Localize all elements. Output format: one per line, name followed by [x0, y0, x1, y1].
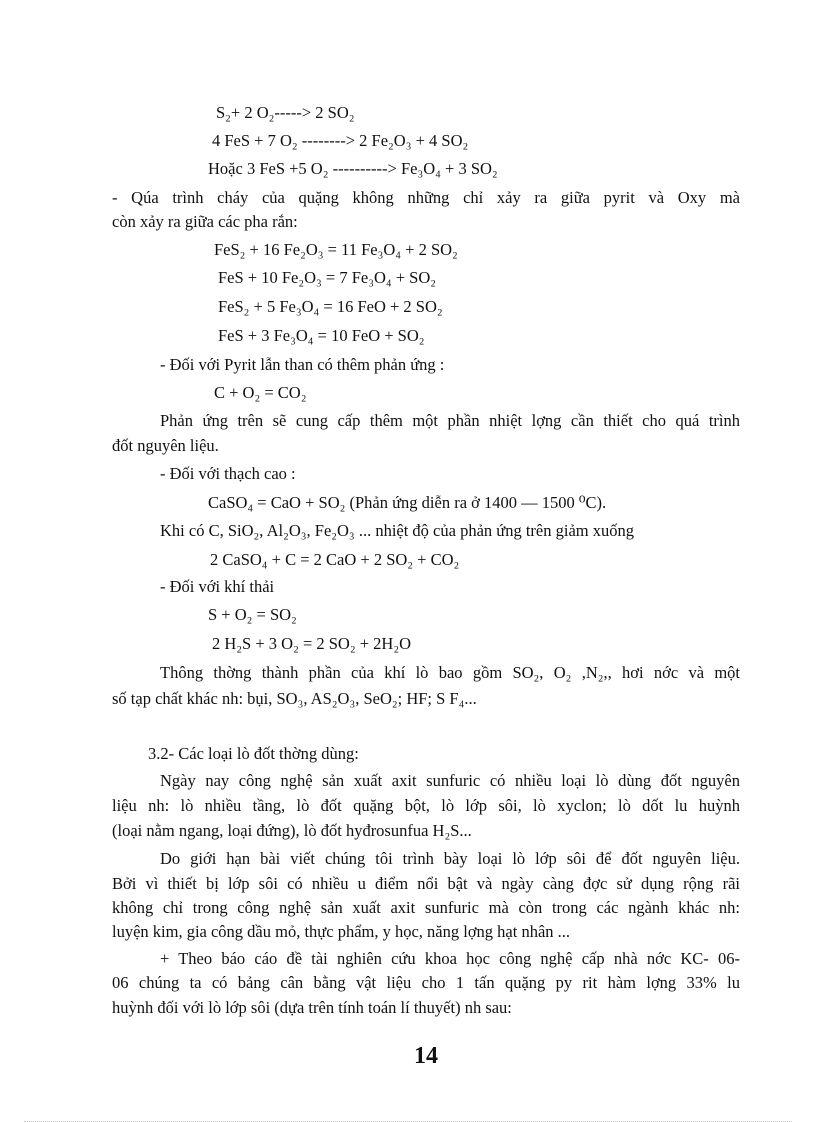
- paragraph-line: - Đối với thạch cao :: [160, 464, 296, 483]
- page-bottom-divider: [24, 1121, 792, 1122]
- equation-line: Hoặc 3 FeS +5 O₂ ----------> Fe₃O₄ + 3 SO₂: [208, 159, 498, 178]
- equation-line: 2 H₂S + 3 O₂ = 2 SO₂ + 2H₂O: [212, 634, 411, 653]
- paragraph-line: Khi có C, SiO₂, Al₂O₃, Fe₂O₃ ... nhiệt độ của phản ứng trên giảm xuống: [160, 521, 634, 540]
- page-number: 14: [414, 1043, 438, 1069]
- equation-line: FeS + 10 Fe₂O₃ = 7 Fe₃O₄ + SO₂: [218, 268, 437, 287]
- paragraph-line: Bởi vì thiết bị lớp sôi có nhiều u điểm nổi bật và ngày càng đợc sử dụng rộng rãi: [112, 874, 740, 893]
- equation-line: FeS₂ + 16 Fe₂O₃ = 11 Fe₃O₄ + 2 SO₂: [214, 240, 458, 259]
- equation-line: CaSO₄ = CaO + SO₂ (Phản ứng diễn ra ở 1400 — 1500 ⁰C).: [208, 493, 607, 512]
- equation-line: 2 CaSO₄ + C = 2 CaO + 2 SO₂ + CO₂: [210, 550, 460, 569]
- section-heading: 3.2- Các loại lò đốt thờng dùng:: [148, 744, 359, 763]
- paragraph-line: liệu nh: lò nhiều tầng, lò đốt quặng bột, lò lớp sôi, lò xyclon; lò dốt lu huỳnh: [112, 796, 740, 815]
- paragraph-line: huỳnh đối với lò lớp sôi (dựa trên tính toán lí thuyết) nh sau:: [112, 998, 512, 1017]
- paragraph-line: đốt nguyên liệu.: [112, 436, 219, 455]
- paragraph-line: Phản ứng trên sẽ cung cấp thêm một phần nhiệt lợng cần thiết cho quá trình: [160, 411, 740, 430]
- paragraph-line: Thông thờng thành phần của khí lò bao gồm SO₂, O₂ ,N₂,, hơi nớc và một: [160, 663, 740, 682]
- paragraph-line: - Đối với khí thải: [160, 577, 275, 596]
- paragraph-line: - Đối với Pyrit lẫn than có thêm phản ứng :: [160, 355, 445, 374]
- equation-line: FeS₂ + 5 Fe₃O₄ = 16 FeO + 2 SO₂: [218, 297, 443, 316]
- equation-line: 4 FeS + 7 O₂ --------> 2 Fe₂O₃ + 4 SO₂: [212, 131, 469, 150]
- paragraph-line: Ngày nay công nghệ sản xuất axit sunfuric có nhiều loại lò dùng đốt nguyên: [160, 771, 740, 790]
- equation-line: C + O₂ = CO₂: [214, 383, 307, 402]
- paragraph-line: còn xảy ra giữa các pha rắn:: [112, 212, 298, 231]
- paragraph-line: không chỉ trong công nghệ sản xuất axit sunfuric mà còn trong các ngành khác nh:: [112, 898, 740, 917]
- paragraph-line: luyện kim, gia công dầu mỏ, thực phẩm, y học, năng lợng hạt nhân ...: [112, 922, 571, 941]
- paragraph-line: số tạp chất khác nh: bụi, SO₃, AS₂O₃, SeO₂; HF; S F₄...: [112, 689, 477, 708]
- equation-line: S₂+ 2 O₂-----> 2 SO₂: [216, 103, 355, 122]
- equation-line: S + O₂ = SO₂: [208, 605, 297, 624]
- paragraph-line: + Theo báo cáo đề tài nghiên cứu khoa học công nghệ cấp nhà nớc KC- 06-: [160, 949, 740, 968]
- equation-line: FeS + 3 Fe₃O₄ = 10 FeO + SO₂: [218, 326, 425, 345]
- paragraph-line: - Qúa trình cháy của quặng không những chỉ xảy ra giữa pyrit và Oxy mà: [112, 188, 740, 207]
- paragraph-line: 06 chúng ta có bảng cân bằng vật liệu cho 1 tấn quặng py rit hàm lợng 33% lu: [112, 973, 740, 992]
- paragraph-line: (loại nằm ngang, loại đứng), lò đốt hyđrosunfua H₂S...: [112, 821, 472, 840]
- paragraph-line: Do giới hạn bài viết chúng tôi trình bày loại lò lớp sôi để đốt nguyên liệu.: [160, 849, 740, 868]
